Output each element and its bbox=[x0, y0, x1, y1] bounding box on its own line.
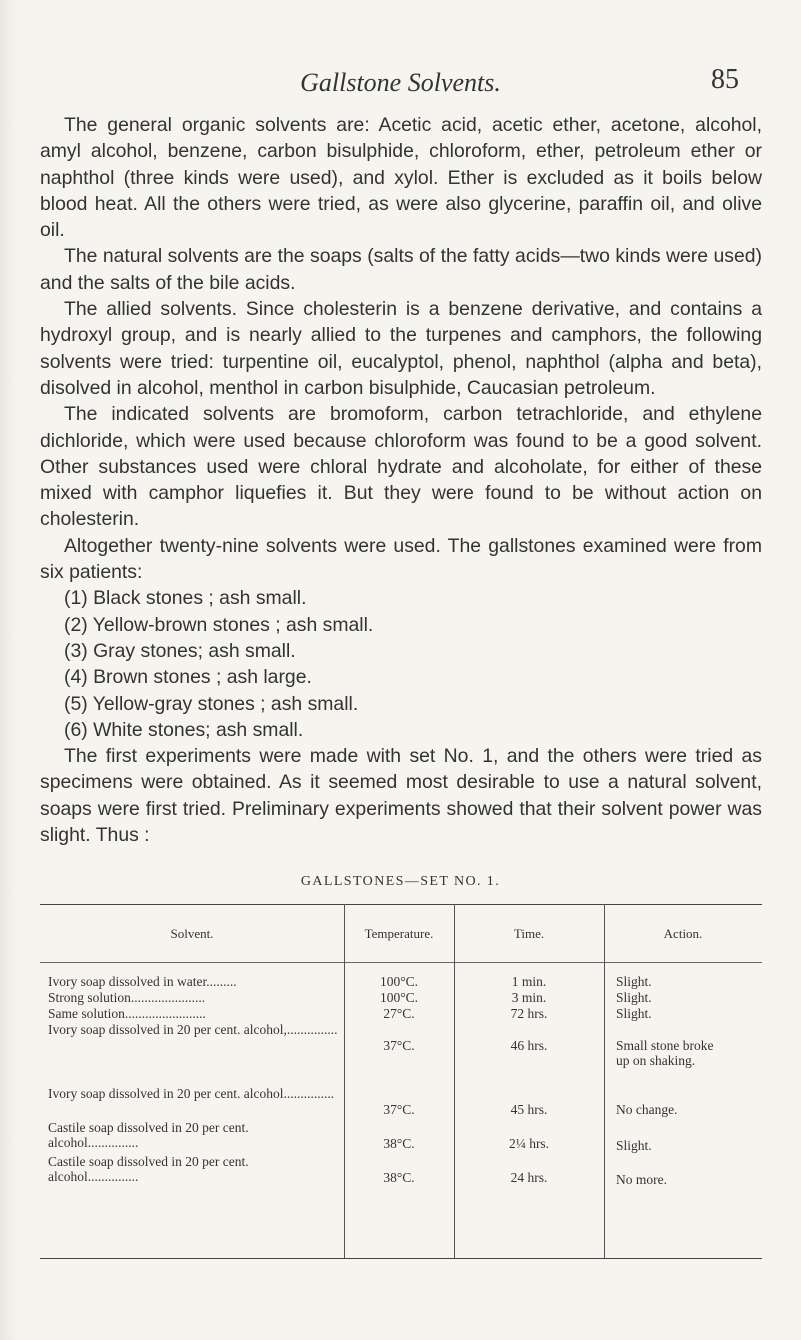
cell-time: 24 hrs. bbox=[510, 1170, 548, 1185]
cell-solvent: Ivory soap dissolved in 20 per cent. alcohol............... bbox=[48, 1086, 335, 1101]
list-item: (2) Yellow-brown stones ; ash small. bbox=[64, 613, 374, 636]
table-top-rule bbox=[40, 904, 762, 905]
cell-action: Slight. bbox=[616, 974, 652, 989]
cell-time: 1 min. bbox=[511, 974, 547, 989]
cell-temperature: 38°C. bbox=[383, 1136, 415, 1151]
cell-action: Small stone broke up on shaking. bbox=[616, 1038, 714, 1068]
running-header-title: Gallstone Solvents. bbox=[300, 68, 501, 97]
cell-time: 45 hrs. bbox=[510, 1102, 548, 1117]
results-table bbox=[40, 904, 762, 1324]
table-caption: GALLSTONES—SET NO. 1. bbox=[300, 874, 501, 889]
page-gutter-shadow bbox=[0, 0, 18, 1340]
cell-solvent: Ivory soap dissolved in 20 per cent. alcohol,............... bbox=[48, 1022, 338, 1037]
cell-solvent: Strong solution...................... bbox=[48, 990, 206, 1005]
paragraph-first-experiments: The first experiments were made with set No. 1, and the others were tried as specimens were obtained. As it seemed most desirable to use a natural solvent, soaps were first tried. Preliminary experiments showed that their solvent power was slight. Thus : bbox=[40, 745, 762, 847]
cell-solvent: Same solution........................ bbox=[48, 1006, 206, 1021]
paragraph-altogether: Altogether twenty-nine solvents were used. The gallstones examined were from six patients: bbox=[40, 534, 762, 584]
paragraph-natural-solvents: The natural solvents are the soaps (salts of the fatty acids—two kinds were used) and the salts of the bile acids. bbox=[40, 245, 762, 294]
cell-action: No change. bbox=[616, 1102, 678, 1117]
column-divider bbox=[604, 904, 605, 1258]
cell-time: 72 hrs. bbox=[510, 1006, 548, 1021]
cell-temperature: 38°C. bbox=[383, 1170, 415, 1185]
list-item: (1) Black stones ; ash small. bbox=[64, 587, 307, 610]
cell-temperature: 100°C. bbox=[379, 974, 419, 989]
cell-time: 46 hrs. bbox=[510, 1038, 548, 1053]
cell-action: Slight. bbox=[616, 1138, 652, 1153]
cell-action: Slight. bbox=[616, 1006, 652, 1021]
paragraph-indicated-solvents: The indicated solvents are bromoform, carbon tetrachloride, and ethylene dichloride, which were used because chloroform was found to be a good solvent. Other substances used were chloral hydrate and alcoholate, for either of these mixed with camphor liquefies it. But they were found to be without action on cholesterin. bbox=[40, 403, 762, 531]
column-divider bbox=[454, 904, 455, 1258]
cell-temperature: 37°C. bbox=[383, 1038, 415, 1053]
list-item: (4) Brown stones ; ash large. bbox=[64, 666, 312, 689]
list-item: (6) White stones; ash small. bbox=[64, 718, 304, 741]
column-header-time: Time. bbox=[513, 926, 545, 941]
column-header-action: Action. bbox=[663, 926, 703, 941]
column-header-solvent: Solvent. bbox=[170, 926, 214, 941]
column-divider bbox=[344, 904, 345, 1258]
table-header-rule bbox=[40, 962, 762, 963]
stone-list bbox=[40, 585, 762, 743]
table-bottom-rule bbox=[40, 1258, 762, 1259]
page-number: 85 bbox=[711, 64, 739, 95]
cell-temperature: 37°C. bbox=[383, 1102, 415, 1117]
cell-solvent: Ivory soap dissolved in water......... bbox=[48, 974, 237, 989]
list-item: (5) Yellow-gray stones ; ash small. bbox=[64, 692, 359, 715]
cell-temperature: 100°C. bbox=[379, 990, 419, 1005]
cell-action: No more. bbox=[616, 1172, 667, 1187]
paragraph-general-solvents: The general organic solvents are: Acetic acid, acetic ether, acetone, alcohol, amyl alcohol, benzene, carbon bisulphide, chloroform, ether, petroleum ether or naphthol (three kinds were used), and xylol. Ether is excluded as it boils below blood heat. All the others were tried, as were also glycerine, paraffin oil, and olive oil. bbox=[40, 114, 762, 242]
list-item: (3) Gray stones; ash small. bbox=[64, 639, 296, 662]
cell-time: 3 min. bbox=[511, 990, 547, 1005]
paragraph-allied-solvents: The allied solvents. Since cholesterin is a benzene derivative, and contains a hydroxyl group, and is nearly allied to the turpenes and camphors, the following solvents were tried: turpentine oil, eucalyptol, phenol, naphthol (alpha and beta), disolved in alcohol, menthol in carbon bisulphide, Caucasian petroleum. bbox=[40, 298, 762, 399]
cell-temperature: 27°C. bbox=[383, 1006, 415, 1021]
cell-action: Slight. bbox=[616, 990, 652, 1005]
cell-solvent: Castile soap dissolved in 20 per cent. alcohol............... bbox=[48, 1120, 249, 1150]
cell-time: 2¼ hrs. bbox=[508, 1136, 550, 1151]
column-header-temperature: Temperature. bbox=[364, 926, 434, 941]
body-text bbox=[40, 112, 762, 848]
cell-solvent: Castile soap dissolved in 20 per cent. alcohol............... bbox=[48, 1154, 249, 1184]
